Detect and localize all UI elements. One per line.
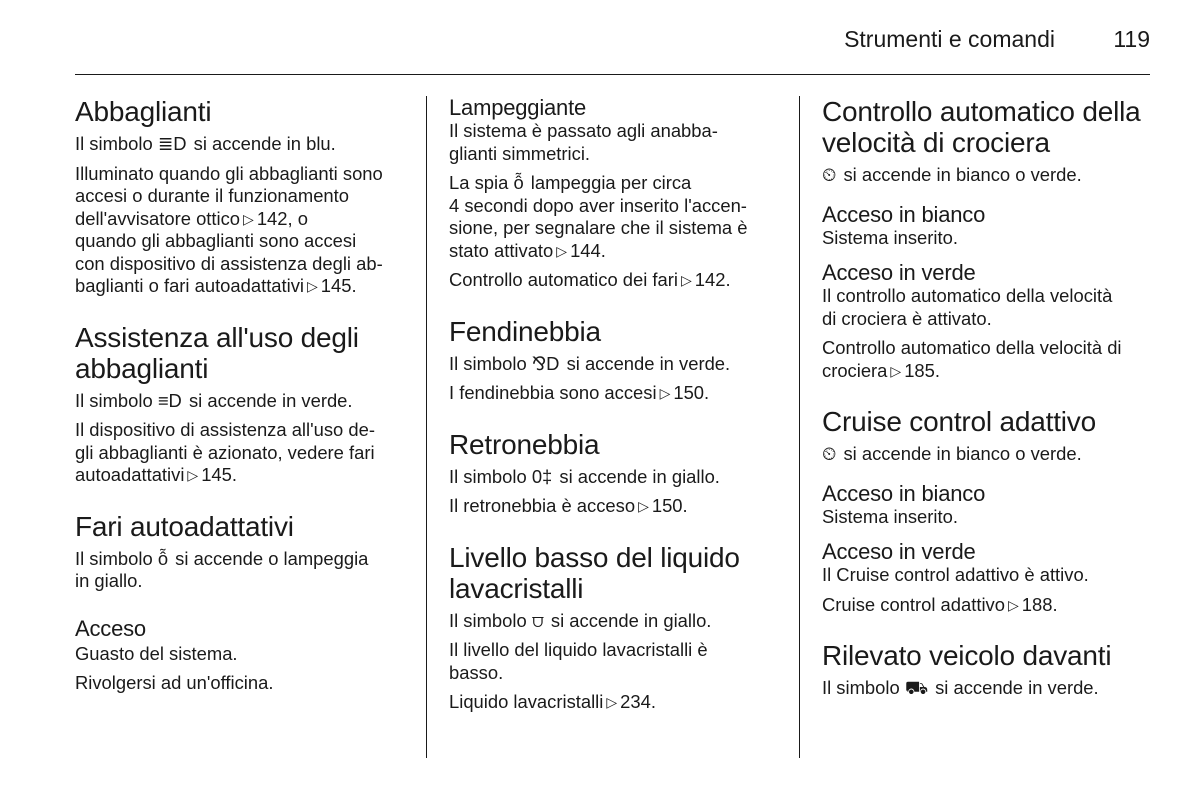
text: Illuminato quando gli abbaglianti sono	[75, 162, 383, 184]
subsection-acceso-verde	[822, 540, 1154, 616]
page-reference: 188.	[1021, 593, 1058, 615]
text: Il simbolo	[822, 677, 900, 698]
column-2	[449, 96, 781, 721]
arrow-icon: ▷	[556, 242, 568, 259]
paragraph	[449, 610, 781, 633]
text: sione, per segnalare che il sistema è	[449, 217, 748, 238]
text: Il simbolo	[449, 609, 527, 631]
text: Il dispositivo di assistenza all'uso de-	[75, 419, 375, 440]
text: Il controllo automatico della velocità	[822, 285, 1113, 306]
text: autoadattativi	[75, 464, 185, 485]
section-title	[822, 96, 1154, 158]
text: si accende in blu.	[193, 133, 336, 154]
text: dell'avvisatore ottico	[75, 207, 241, 229]
arrow-icon: ▷	[187, 467, 199, 483]
text: Cruise control adattivo	[822, 593, 1005, 615]
section-title: Retronebbia	[449, 428, 600, 460]
paragraph: Sistema inserito.	[822, 226, 958, 248]
arrow-icon: ▷	[680, 272, 692, 288]
section-title: Cruise control adattivo	[822, 406, 1096, 437]
paragraph: Rivolgersi ad un'officina.	[75, 672, 274, 693]
section-fendinebbia	[449, 316, 781, 405]
text: in giallo.	[75, 570, 143, 591]
header-divider	[75, 74, 1150, 75]
text: lavacristalli	[449, 572, 584, 604]
page-reference: 185.	[904, 359, 940, 381]
section-controllo-velocita	[822, 96, 1154, 187]
text: Assistenza all'uso degli	[75, 321, 359, 353]
paragraph	[75, 390, 407, 413]
subsection-title: Acceso in verde	[822, 260, 976, 285]
text: Il simbolo	[75, 389, 153, 411]
arrow-icon: ▷	[638, 498, 649, 514]
section-cruise-control-adattivo	[822, 406, 1154, 466]
text: Il simbolo	[449, 352, 527, 374]
paragraph	[822, 594, 1154, 617]
section-title: Rilevato veicolo davanti	[822, 640, 1112, 671]
text: Il simbolo	[75, 133, 153, 154]
vehicle-ahead-icon: ⛟	[904, 677, 928, 698]
paragraph	[75, 548, 407, 593]
arrow-icon: ▷	[307, 278, 318, 294]
arrow-icon: ▷	[890, 362, 902, 379]
text: accesi o durante il funzionamento	[75, 185, 349, 206]
paragraph: Guasto del sistema.	[75, 642, 238, 664]
adaptive-light-icon: ỗ	[157, 547, 169, 569]
subsection-acceso-bianco	[822, 482, 1154, 529]
text: si accende in bianco o verde.	[843, 443, 1082, 464]
text: quando gli abbaglianti sono accesi	[75, 230, 357, 251]
arrow-icon: ▷	[243, 210, 254, 227]
text: Il sistema è passato agli anabba-	[449, 120, 718, 141]
paragraph	[449, 172, 781, 262]
page-reference: 150.	[651, 495, 688, 516]
paragraph	[75, 419, 407, 487]
paragraph	[449, 269, 781, 292]
subsection-acceso-bianco	[822, 203, 1154, 250]
page-reference: 145.	[201, 464, 237, 485]
adaptive-light-icon: ỗ	[513, 172, 524, 193]
text: basso.	[449, 661, 504, 683]
arrow-icon: ▷	[606, 694, 618, 710]
page-reference: 234.	[620, 691, 656, 712]
column-divider-1	[426, 96, 427, 758]
subsection-title: Acceso in bianco	[822, 201, 986, 227]
section-livello-lavacristalli	[449, 542, 781, 714]
text: si accende in bianco o verde.	[843, 164, 1082, 185]
text: Livello basso del liquido	[449, 541, 740, 573]
high-beam-icon: ≣D	[157, 133, 187, 154]
text: si accende in verde.	[566, 352, 731, 374]
cruise-control-icon: ⏲	[822, 164, 837, 185]
text: velocità di crociera	[822, 127, 1050, 158]
paragraph	[822, 164, 1154, 187]
paragraph	[449, 353, 781, 376]
section-retronebbia	[449, 429, 781, 518]
subsection-lampeggiante	[449, 96, 781, 292]
paragraph	[822, 285, 1154, 330]
text: Il simbolo	[449, 465, 527, 487]
page-reference: 142, o	[256, 207, 308, 229]
text: Controllo automatico della	[822, 96, 1141, 127]
page-reference: 150.	[673, 382, 710, 403]
text: si accende in giallo.	[550, 609, 712, 631]
text: glianti simmetrici.	[449, 142, 591, 164]
text: con dispositivo di assistenza degli ab-	[75, 252, 383, 274]
paragraph	[75, 163, 407, 298]
text: Controllo automatico della velocità di	[822, 337, 1122, 358]
paragraph	[449, 466, 781, 489]
text: Il simbolo	[75, 547, 153, 569]
section-title	[75, 322, 407, 384]
washer-fluid-icon: ⩌	[531, 609, 544, 631]
page-header	[75, 24, 1150, 54]
high-beam-assist-icon: ≡D	[157, 389, 182, 411]
section-title	[449, 542, 781, 604]
text: Il livello del liquido lavacristalli è	[449, 639, 708, 660]
text: abbaglianti	[75, 352, 209, 384]
rear-fog-icon: 0‡	[531, 465, 553, 487]
paragraph	[75, 133, 407, 156]
column-divider-2	[799, 96, 800, 758]
text: di crociera è attivato.	[822, 307, 992, 329]
text: si accende in giallo.	[559, 465, 720, 487]
subsection-acceso	[75, 617, 407, 695]
section-title: Abbaglianti	[75, 96, 212, 127]
section-rilevato-veicolo	[822, 640, 1154, 700]
text: La spia	[449, 172, 509, 193]
paragraph	[449, 691, 781, 714]
page-number: 119	[1113, 26, 1150, 52]
paragraph: Il Cruise control adattivo è attivo.	[822, 564, 1089, 585]
front-fog-icon: ⅋D	[531, 352, 560, 374]
section-title: Fendinebbia	[449, 315, 601, 347]
column-1	[75, 96, 407, 702]
header-title: Strumenti e comandi	[844, 26, 1055, 52]
text: baglianti o fari autoadattativi	[75, 275, 305, 296]
arrow-icon: ▷	[659, 385, 671, 401]
paragraph	[449, 639, 781, 684]
section-title: Fari autoadattativi	[75, 510, 294, 542]
subsection-title: Acceso in bianco	[822, 480, 986, 506]
text: si accende in verde.	[935, 677, 1099, 698]
arrow-icon: ▷	[1007, 596, 1019, 613]
cruise-control-icon: ⏲	[822, 443, 837, 464]
subsection-acceso-verde	[822, 261, 1154, 382]
text: Il retronebbia è acceso	[449, 495, 636, 516]
paragraph	[822, 443, 1154, 466]
text: I fendinebbia sono accesi	[449, 382, 657, 403]
page-reference: 144.	[570, 239, 606, 261]
text: Liquido lavacristalli	[449, 691, 604, 712]
text: 4 secondi dopo aver inserito l'accen-	[449, 194, 747, 216]
text: Controllo automatico dei fari	[449, 269, 678, 290]
subsection-title: Acceso in verde	[822, 539, 976, 564]
page-reference: 142.	[694, 269, 731, 290]
paragraph	[449, 382, 781, 405]
text: stato attivato	[449, 239, 554, 261]
text: si accende in verde.	[188, 389, 353, 411]
paragraph	[822, 677, 1154, 700]
text: gli abbaglianti è azionato, vedere fari	[75, 441, 375, 463]
paragraph	[449, 120, 781, 165]
page-reference: 145.	[320, 275, 357, 296]
section-abbaglianti	[75, 96, 407, 298]
paragraph	[822, 337, 1154, 382]
text: lampeggia per circa	[530, 172, 692, 193]
text: si accende o lampeggia	[175, 547, 369, 569]
column-3	[822, 96, 1154, 707]
paragraph	[449, 495, 781, 518]
section-fari-autoadattativi	[75, 511, 407, 593]
subsection-title: Lampeggiante	[449, 95, 587, 120]
section-assistenza	[75, 322, 407, 487]
text: crociera	[822, 359, 888, 381]
paragraph: Sistema inserito.	[822, 505, 958, 527]
subsection-title: Acceso	[75, 615, 146, 641]
